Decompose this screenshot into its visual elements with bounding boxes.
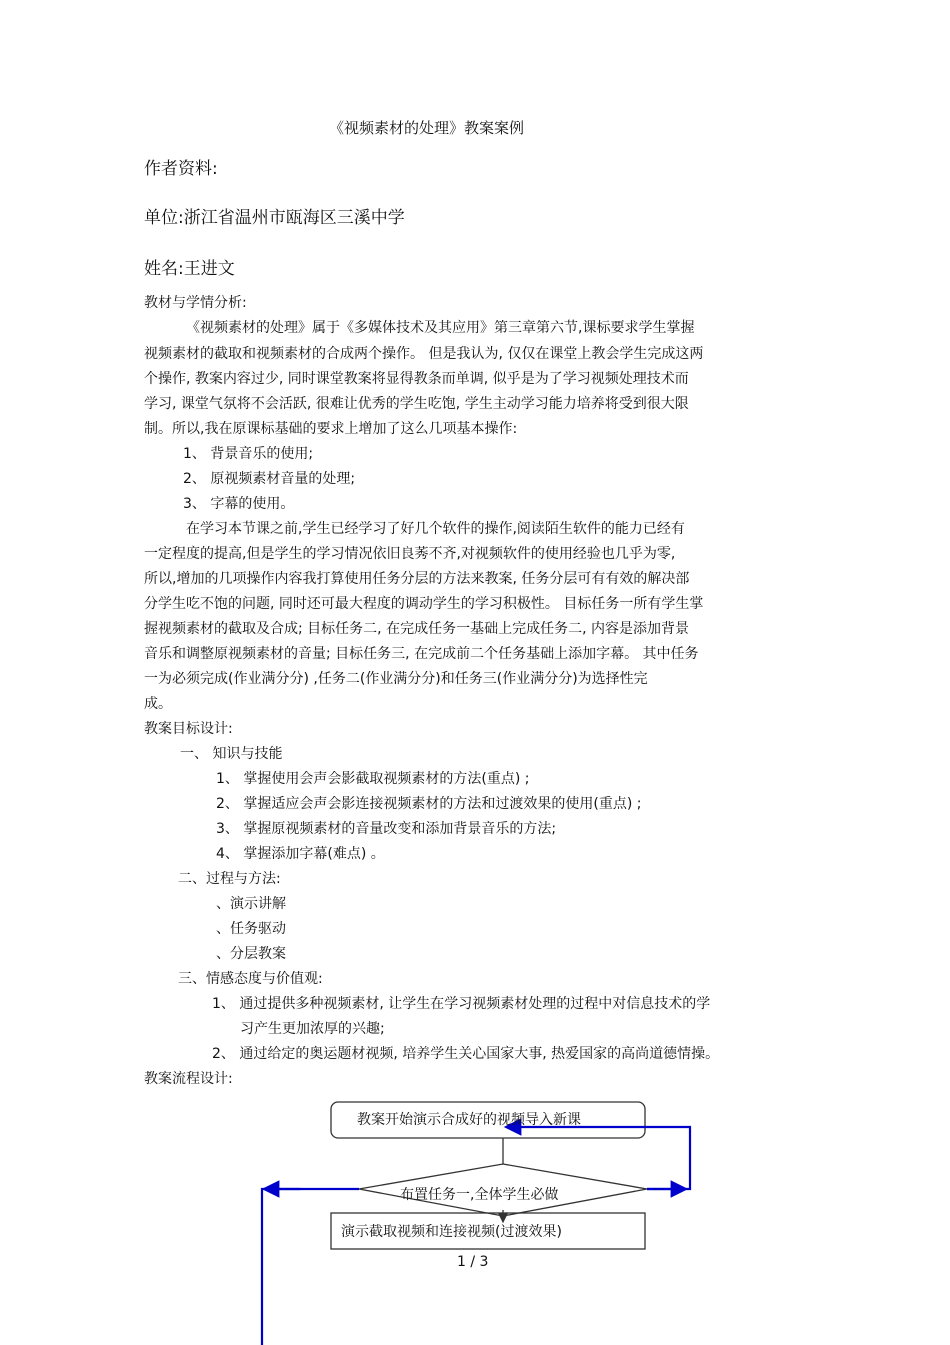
paragraph-line: 在学习本节课之前,学生已经学习了好几个软件的操作,阅读陌生软件的能力已经有 — [186, 521, 685, 537]
paragraph-line: 一定程度的提高,但是学生的学习情况依旧良莠不齐,对视频软件的使用经验也几乎为零, — [144, 546, 676, 562]
flow-start-label: 教案开始演示合成好的视频导入新课 — [357, 1112, 581, 1128]
section-heading: 一、 知识与技能 — [180, 746, 283, 762]
attitude-item: 1、 通过提供多种视频素材, 让学生在学习视频素材处理的过程中对信息技术的学 — [212, 996, 711, 1012]
flow-loop-right — [506, 1127, 690, 1189]
analysis-heading: 教材与学情分析: — [144, 295, 247, 311]
section-heading: 三、情感态度与价值观: — [178, 971, 323, 987]
author-unit: 单位:浙江省温州市瓯海区三溪中学 — [144, 208, 405, 228]
goals-heading: 教案目标设计: — [144, 721, 233, 737]
paragraph-line: 个操作, 教案内容过少, 同时课堂教案将显得教条而单调, 似乎是为了学习视频处理技术而 — [144, 371, 689, 387]
flow-heading: 教案流程设计: — [144, 1071, 233, 1087]
flow-decision-label: 布置任务一,全体学生必做 — [400, 1187, 559, 1203]
paragraph-line: 一为必须完成(作业满分分) ,任务二(作业满分分)和任务三(作业满分分)为选择性完 — [144, 671, 648, 687]
section-heading: 二、过程与方法: — [178, 871, 281, 887]
paragraph-line: 学习, 课堂气氛将不会活跃, 很难让优秀的学生吃饱, 学生主动学习能力培养将受到很大限 — [144, 396, 689, 412]
author-heading: 作者资料: — [144, 159, 218, 179]
goal-item: 4、 掌握添加字幕(难点) 。 — [216, 846, 385, 862]
operation-item: 2、 原视频素材音量的处理; — [183, 471, 356, 487]
paragraph-line: 握视频素材的截取及合成; 目标任务二, 在完成任务一基础上完成任务二, 内容是添加背景 — [144, 621, 689, 637]
goal-item: 2、 掌握适应会声会影连接视频素材的方法和过渡效果的使用(重点) ; — [216, 796, 642, 812]
paragraph-line: 所以,增加的几项操作内容我打算使用任务分层的方法来教案, 任务分层可有有效的解决部 — [144, 571, 690, 587]
method-item: 、分层教案 — [216, 946, 286, 962]
attitude-item-continued: 习产生更加浓厚的兴趣; — [240, 1021, 385, 1037]
goal-item: 1、 掌握使用会声会影截取视频素材的方法(重点) ; — [216, 771, 530, 787]
page-number: 1 / 3 — [457, 1254, 489, 1270]
flow-process-label: 演示截取视频和连接视频(过渡效果) — [341, 1224, 562, 1240]
paragraph-line: 音乐和调整原视频素材的音量; 目标任务三, 在完成前二个任务基础上添加字幕。 其中任务 — [144, 646, 699, 662]
paragraph-line: 成。 — [144, 696, 172, 712]
paragraph-line: 分学生吃不饱的问题, 同时还可最大程度的调动学生的学习积极性。 目标任务一所有学生掌 — [144, 596, 704, 612]
paragraph-line: 视频素材的截取和视频素材的合成两个操作。 但是我认为, 仅仅在课堂上教会学生完成这两 — [144, 346, 704, 362]
method-item: 、任务驱动 — [216, 921, 286, 937]
operation-item: 3、 字幕的使用。 — [183, 496, 295, 512]
author-name: 姓名:王进文 — [144, 259, 235, 279]
goal-item: 3、 掌握原视频素材的音量改变和添加背景音乐的方法; — [216, 821, 557, 837]
document-title: 《视频素材的处理》教案案例 — [329, 119, 525, 137]
paragraph-line: 《视频素材的处理》属于《多媒体技术及其应用》第三章第六节,课标要求学生掌握 — [186, 320, 695, 336]
attitude-item: 2、 通过给定的奥运题材视频, 培养学生关心国家大事, 热爱国家的高尚道德情操。 — [212, 1046, 720, 1062]
paragraph-line: 制。所以,我在原课标基础的要求上增加了这么几项基本操作: — [144, 421, 518, 437]
method-item: 、演示讲解 — [216, 896, 286, 912]
operation-item: 1、 背景音乐的使用; — [183, 446, 314, 462]
